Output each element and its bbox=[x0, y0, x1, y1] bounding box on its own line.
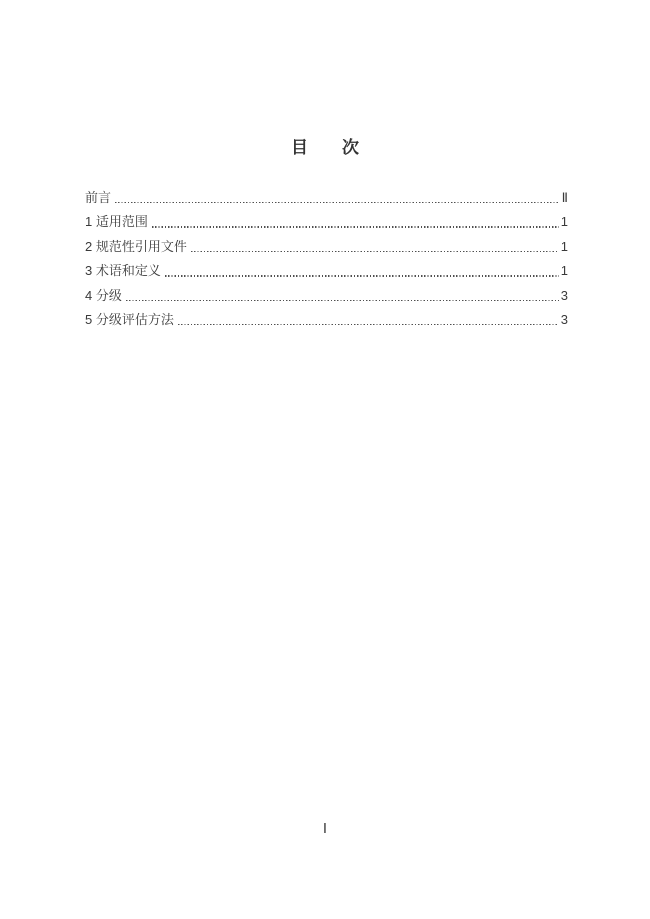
table-of-contents bbox=[85, 186, 568, 332]
toc-entry-scope[interactable] bbox=[85, 210, 568, 234]
toc-entry-label: 3 术语和定义 bbox=[85, 263, 161, 279]
dot-leader bbox=[126, 300, 559, 301]
toc-entry-page-number: 3 bbox=[560, 287, 568, 303]
toc-entry-label: 5 分级评估方法 bbox=[85, 311, 174, 327]
dot-leader bbox=[152, 226, 559, 227]
toc-entry-label: 1 适用范围 bbox=[85, 214, 148, 230]
toc-entry-terms-definitions[interactable] bbox=[85, 259, 568, 283]
footer-page-number: Ⅰ bbox=[322, 820, 328, 836]
toc-entry-classification[interactable] bbox=[85, 284, 568, 308]
toc-entry-label: 4 分级 bbox=[85, 287, 122, 303]
toc-entry-page-number: 1 bbox=[560, 238, 568, 254]
toc-entry-page-number: Ⅱ bbox=[561, 190, 568, 205]
dot-leader bbox=[191, 251, 559, 252]
dot-leader bbox=[115, 202, 560, 203]
toc-entry-page-number: 3 bbox=[560, 311, 568, 327]
toc-entry-page-number: 1 bbox=[560, 263, 568, 279]
toc-entry-foreword[interactable] bbox=[85, 186, 568, 210]
dot-leader bbox=[165, 275, 559, 276]
page-title: 目 次 bbox=[291, 138, 359, 157]
toc-entry-label: 2 规范性引用文件 bbox=[85, 238, 187, 254]
toc-entry-classification-evaluation-method[interactable] bbox=[85, 308, 568, 332]
toc-entry-page-number: 1 bbox=[560, 214, 568, 230]
toc-entry-normative-references[interactable] bbox=[85, 235, 568, 259]
toc-entry-label: 前言 bbox=[85, 190, 112, 205]
dot-leader bbox=[178, 324, 559, 325]
